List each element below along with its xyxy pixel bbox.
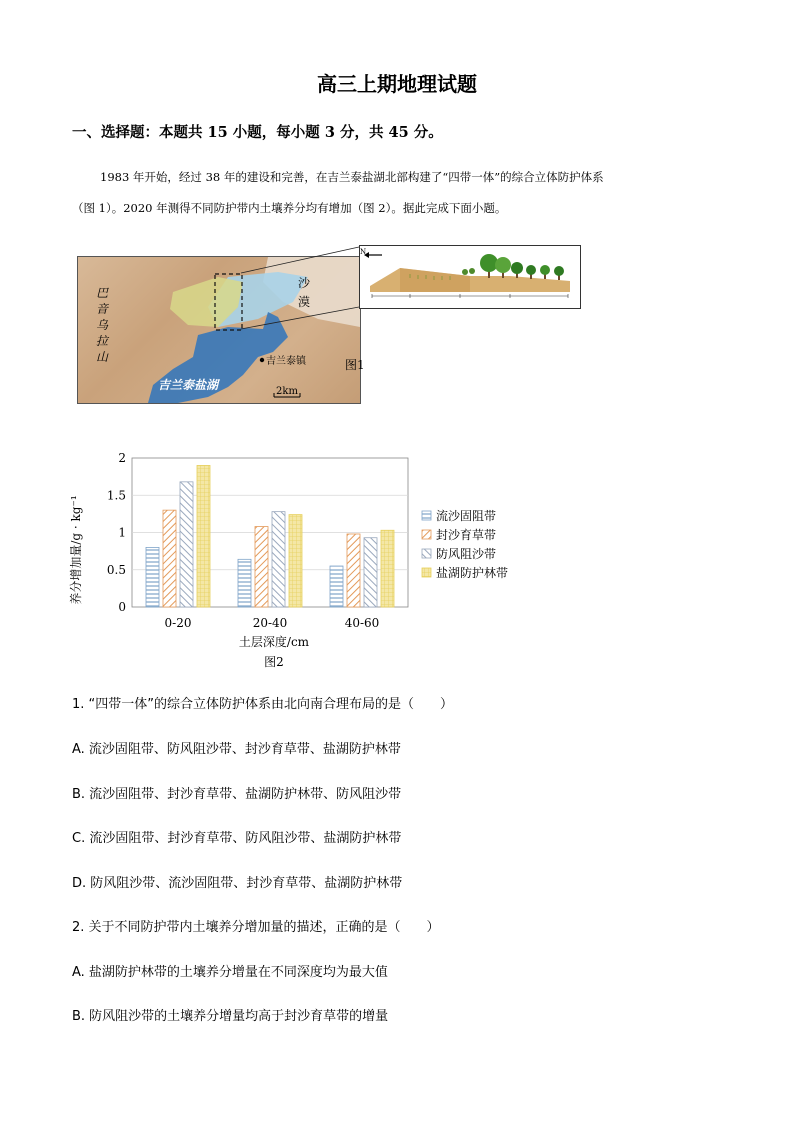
shrub-belt: [462, 268, 475, 275]
north-label: N: [360, 248, 367, 256]
y-axis-label: 养分增加量/g · kg⁻¹: [69, 495, 83, 605]
figure2-caption: 图2: [264, 655, 284, 669]
x-tick-label: 0-20: [164, 616, 192, 630]
mountain-char: 山: [95, 350, 109, 364]
profile-inset: [359, 245, 581, 309]
question-1-option-a[interactable]: A. 流沙固阻带、防风阻沙带、封沙育草带、盐湖防护林带: [72, 742, 401, 757]
legend-swatch: [422, 530, 431, 539]
bar-2: [163, 510, 176, 607]
bar-3: [272, 512, 285, 607]
bar-4: [197, 465, 210, 607]
question-1-option-d[interactable]: D. 防风阻沙带、流沙固阻带、封沙育草带、盐湖防护林带: [72, 876, 403, 891]
town-label: 吉兰泰镇: [266, 356, 306, 367]
bar-4: [289, 515, 302, 607]
intro-line-2: （图 1）。2020 年测得不同防护带内土壤养分均有增加（图 2）。据此完成下面小题。: [72, 201, 507, 215]
legend-label: 盐湖防护林带: [436, 566, 509, 580]
x-tick-label: 40-60: [344, 616, 380, 630]
figure2-chart: [60, 440, 560, 676]
legend-swatch: [422, 568, 431, 577]
y-tick-label: 1: [118, 525, 126, 540]
belt-dividers: [372, 294, 568, 298]
section-heading: 一、选择题：本题共 15 小题，每小题 3 分，共 45 分。: [72, 124, 443, 141]
x-axis-label: 土层深度/cm: [238, 635, 310, 649]
mountain-char: 音: [95, 302, 109, 316]
bar-4: [381, 530, 394, 607]
question-2-option-b[interactable]: B. 防风阻沙带的土壤养分增量均高于封沙育草带的增量: [72, 1009, 389, 1024]
bar-3: [180, 482, 193, 607]
x-tick-label: 20-40: [252, 616, 288, 630]
figure1-caption: 图1: [345, 358, 365, 372]
y-tick-label: 1.5: [106, 488, 126, 503]
scale-label: 2km: [276, 386, 298, 397]
desert-char: 沙: [297, 276, 311, 290]
y-tick-label: 2: [118, 451, 126, 465]
connector-lines: [0, 0, 794, 420]
bar-1: [146, 547, 159, 607]
legend-label: 防风阻沙带: [436, 547, 497, 561]
lake-label: 吉兰泰盐湖: [157, 378, 219, 392]
bar-2: [347, 534, 360, 607]
legend-label: 流沙固阻带: [436, 509, 497, 523]
mountain-char: 拉: [95, 334, 109, 348]
intro-line-1: 1983 年开始，经过 38 年的建设和完善，在吉兰泰盐湖北部构建了“四带一体”的综合立体防护体系: [100, 170, 604, 184]
mountain-char: 巴: [95, 286, 109, 300]
y-tick-label: 0: [118, 600, 126, 614]
bar-1: [330, 566, 343, 607]
legend-swatch: [422, 549, 431, 558]
question-2-option-a[interactable]: A. 盐湖防护林带的土壤养分增量在不同深度均为最大值: [72, 965, 388, 980]
legend-swatch: [422, 511, 431, 520]
bar-3: [364, 538, 377, 607]
bar-2: [255, 527, 268, 607]
question-1-option-b[interactable]: B. 流沙固阻带、封沙育草带、盐湖防护林带、防风阻沙带: [72, 787, 402, 802]
bar-1: [238, 559, 251, 607]
mountain-char: 乌: [95, 318, 109, 332]
question-2-stem: 2. 关于不同防护带内土壤养分增加量的描述，正确的是（ ）: [72, 920, 440, 935]
desert-char: 漠: [297, 295, 311, 309]
page-title: 高三上期地理试题: [317, 72, 477, 96]
question-1-stem: 1. “四带一体”的综合立体防护体系由北向南合理布局的是（ ）: [72, 697, 454, 712]
y-tick-label: 0.5: [106, 562, 126, 577]
question-1-option-c[interactable]: C. 流沙固阻带、封沙育草带、防风阻沙带、盐湖防护林带: [72, 831, 402, 846]
profile-graphic: [360, 246, 580, 308]
legend-label: 封沙育草带: [436, 528, 497, 542]
